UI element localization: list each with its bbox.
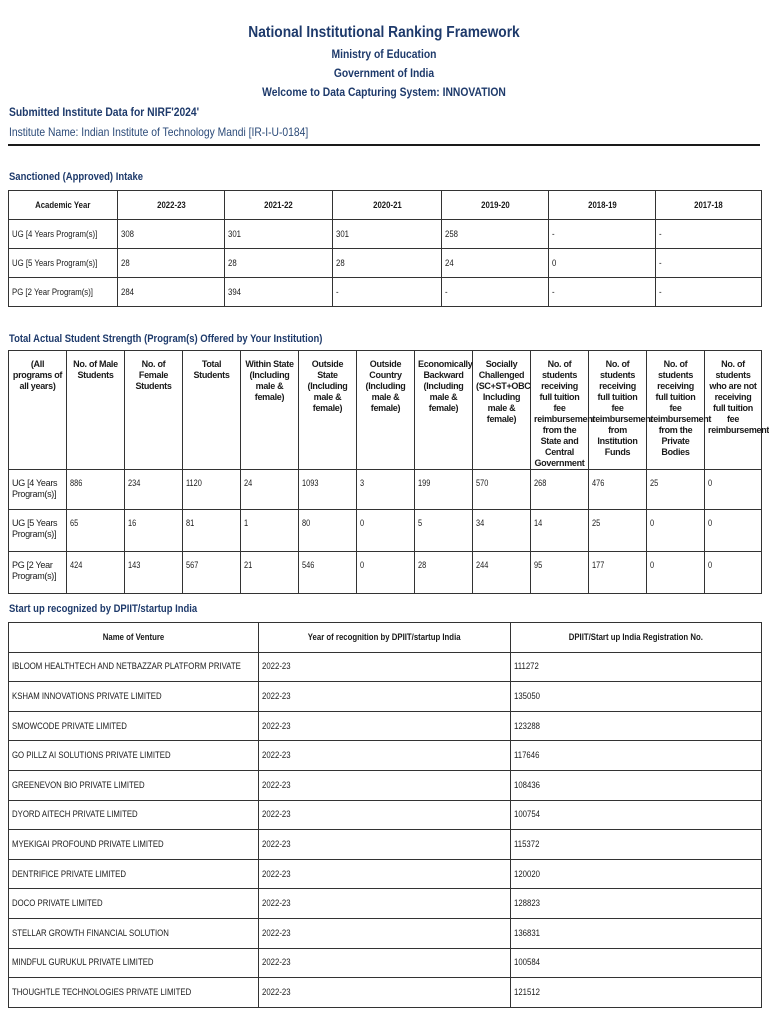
startups-cell [511, 711, 762, 741]
strength-column-header [183, 351, 241, 470]
startups-cell [259, 859, 511, 889]
intake-column-label: 2020-21 [372, 199, 402, 211]
intake-cell-value: 0 [552, 257, 557, 269]
startups-cell-value: 128823 [514, 898, 540, 910]
startups-cell-value: 108436 [514, 779, 540, 791]
intake-cell [118, 278, 225, 307]
strength-column-header [299, 351, 357, 470]
startups-cell [511, 889, 762, 919]
intake-section-title: Sanctioned (Approved) Intake [9, 171, 144, 183]
strength-column-header [473, 351, 531, 470]
strength-cell-value: 24 [244, 478, 253, 488]
startups-cell [511, 652, 762, 682]
startups-cell [511, 978, 762, 1008]
strength-column-label: (All programs of all years) [12, 359, 63, 391]
strength-cell [473, 510, 531, 552]
startups-cell [259, 682, 511, 712]
startups-cell-value: 2022-23 [262, 898, 291, 910]
intake-cell-value: 394 [228, 286, 242, 298]
startups-table-row [9, 978, 762, 1008]
intake-table-row [9, 220, 762, 249]
strength-cell [357, 510, 415, 552]
intake-cell-value: 24 [445, 257, 454, 269]
startups-cell [259, 800, 511, 830]
startups-cell-value: 136831 [514, 927, 540, 939]
strength-cell-value: 0 [650, 560, 655, 570]
strength-cell [9, 552, 67, 594]
startups-cell-value: 100584 [514, 957, 540, 969]
startups-table-row [9, 800, 762, 830]
startups-cell [259, 830, 511, 860]
intake-column-label: 2018-19 [587, 199, 617, 211]
intake-cell-value: 301 [228, 228, 242, 240]
startups-cell-value: 121512 [514, 986, 540, 998]
startups-cell-value: STELLAR GROWTH FINANCIAL SOLUTION [12, 927, 169, 939]
startups-cell [9, 978, 259, 1008]
intake-cell-value: 28 [228, 257, 237, 269]
intake-cell [9, 278, 118, 307]
startups-cell-value: MINDFUL GURUKUL PRIVATE LIMITED [12, 957, 154, 969]
intake-cell [656, 220, 762, 249]
strength-cell [125, 552, 183, 594]
strength-cell-value: 81 [186, 518, 195, 528]
page-title: National Institutional Ranking Framework [248, 24, 520, 41]
strength-header-row [9, 351, 762, 470]
strength-cell [705, 552, 762, 594]
intake-cell [118, 220, 225, 249]
strength-cell-value: 1093 [302, 478, 319, 488]
strength-cell-value: 65 [70, 518, 79, 528]
startup-table [8, 622, 762, 1008]
strength-table-row [9, 510, 762, 552]
strength-column-label: No. of Male Students [73, 359, 118, 380]
strength-cell-value: 21 [244, 560, 253, 570]
strength-column-label: No. of students receiving full tuition fee reimbursement from Institution Funds [592, 359, 654, 457]
startups-cell-value: 120020 [514, 868, 540, 880]
strength-column-header [357, 351, 415, 470]
strength-cell [589, 510, 647, 552]
intake-column-label: 2017-18 [694, 199, 723, 211]
strength-cell [647, 510, 705, 552]
strength-cell-value: 0 [708, 518, 713, 528]
strength-cell-value: 80 [302, 518, 311, 528]
startups-cell [9, 770, 259, 800]
strength-column-label: Total Students [193, 359, 230, 380]
startups-column-header [9, 623, 259, 653]
startups-cell-value: THOUGHTLE TECHNOLOGIES PRIVATE LIMITED [12, 986, 192, 998]
startups-cell [259, 889, 511, 919]
strength-cell [705, 510, 762, 552]
startups-cell-value: 2022-23 [262, 927, 291, 939]
strength-cell-value: 25 [592, 518, 601, 528]
strength-cell [241, 510, 299, 552]
startups-cell [9, 918, 259, 948]
strength-cell-value: 95 [534, 560, 543, 570]
strength-cell-value: 143 [128, 560, 141, 570]
intake-cell [118, 249, 225, 278]
startups-cell-value: MYEKIGAI PROFOUND PRIVATE LIMITED [12, 838, 164, 850]
startups-cell-value: 2022-23 [262, 750, 291, 762]
strength-cell [67, 552, 125, 594]
intake-cell-value: 308 [121, 228, 135, 240]
strength-cell-value: 0 [650, 518, 655, 528]
strength-cell-value: UG [5 Years Program(s)] [12, 518, 58, 539]
intake-cell [9, 220, 118, 249]
welcome-line: Welcome to Data Capturing System: INNOVATION [262, 85, 506, 99]
strength-cell-value: 567 [186, 560, 199, 570]
startups-table-row [9, 652, 762, 682]
intake-column-label: Academic Year [35, 199, 91, 211]
startups-cell [9, 889, 259, 919]
strength-cell [241, 470, 299, 510]
startups-cell [511, 918, 762, 948]
intake-header-row [9, 191, 762, 220]
strength-cell [67, 510, 125, 552]
intake-cell [9, 249, 118, 278]
intake-column-header [656, 191, 762, 220]
submission-title: Submitted Institute Data for NIRF'2024' [9, 105, 200, 119]
startups-cell [9, 859, 259, 889]
startups-cell-value: 2022-23 [262, 690, 291, 702]
strength-column-header [9, 351, 67, 470]
startups-table-row [9, 889, 762, 919]
strength-cell [67, 470, 125, 510]
startups-cell [9, 652, 259, 682]
intake-column-label: 2021-22 [264, 199, 293, 211]
startup-section-title: Start up recognized by DPIIT/startup India [9, 603, 198, 615]
startups-cell-value: 2022-23 [262, 868, 291, 880]
startups-cell-value: 123288 [514, 720, 540, 732]
strength-column-header [647, 351, 712, 470]
strength-cell-value: 3 [360, 478, 365, 488]
startups-cell-value: 2022-23 [262, 986, 291, 998]
institute-name: Institute Name: Indian Institute of Technology Mandi [IR-I-U-0184] [9, 125, 309, 139]
startups-cell [511, 741, 762, 771]
strength-cell [531, 510, 589, 552]
startups-cell-value: DYORD AITECH PRIVATE LIMITED [12, 809, 138, 821]
intake-cell [656, 278, 762, 307]
startups-table-row [9, 859, 762, 889]
strength-cell-value: 5 [418, 518, 423, 528]
strength-column-label: No. of students receiving full tuition fee reimbursement from the Private Bodies [650, 359, 712, 457]
strength-cell-value: 0 [708, 560, 713, 570]
strength-cell [357, 552, 415, 594]
strength-cell-value: 34 [476, 518, 485, 528]
strength-column-label: Outside State (Including male & female) [307, 359, 348, 413]
startups-cell [259, 770, 511, 800]
startups-cell-value: 2022-23 [262, 720, 291, 732]
intake-column-header [442, 191, 549, 220]
intake-column-header [549, 191, 656, 220]
startups-cell-value: GO PILLZ AI SOLUTIONS PRIVATE LIMITED [12, 750, 171, 762]
startups-cell-value: 135050 [514, 690, 540, 702]
strength-cell-value: 199 [418, 478, 431, 488]
strength-column-header [705, 351, 769, 470]
strength-cell-value: 14 [534, 518, 543, 528]
intake-cell [442, 278, 549, 307]
strength-cell [531, 552, 589, 594]
intake-cell-value: - [659, 228, 662, 240]
startups-column-header [511, 623, 762, 653]
strength-cell [647, 470, 705, 510]
intake-table [8, 190, 762, 307]
intake-cell [225, 278, 333, 307]
startups-cell-value: 100754 [514, 809, 540, 821]
strength-cell-value: 570 [476, 478, 489, 488]
startups-table-row [9, 948, 762, 978]
strength-table-row [9, 470, 762, 510]
strength-column-label: No. of students who are not receiving full tuition fee reimbursement [708, 359, 769, 435]
intake-cell-value: 258 [445, 228, 459, 240]
strength-cell [125, 510, 183, 552]
startups-table-row [9, 830, 762, 860]
startups-cell [9, 948, 259, 978]
startups-cell [259, 741, 511, 771]
strength-cell [705, 470, 762, 510]
strength-cell [415, 510, 473, 552]
strength-column-label: Economically Backward (Including male & female) [418, 359, 473, 413]
strength-cell-value: 0 [360, 560, 365, 570]
intake-cell [333, 278, 442, 307]
strength-column-label: Within State (Including male & female) [245, 359, 294, 402]
intake-column-label: 2022-23 [156, 199, 186, 211]
strength-cell [531, 470, 589, 510]
intake-cell [549, 278, 656, 307]
startups-cell [511, 682, 762, 712]
startups-cell [259, 978, 511, 1008]
strength-cell [183, 470, 241, 510]
startups-column-header [259, 623, 511, 653]
startups-cell [259, 711, 511, 741]
startups-table-row [9, 711, 762, 741]
strength-cell [299, 510, 357, 552]
startups-cell [9, 800, 259, 830]
intake-cell [442, 249, 549, 278]
startups-column-label: DPIIT/Start up India Registration No. [568, 631, 704, 643]
intake-cell-value: - [659, 257, 662, 269]
strength-cell-value: 177 [592, 560, 605, 570]
intake-cell [549, 220, 656, 249]
startups-cell [259, 652, 511, 682]
startups-cell-value: 115372 [514, 838, 540, 850]
strength-cell-value: UG [4 Years Program(s)] [12, 478, 58, 499]
startups-cell [259, 948, 511, 978]
strength-cell-value: 1120 [186, 478, 202, 488]
startups-cell-value: KSHAM INNOVATIONS PRIVATE LIMITED [12, 690, 162, 702]
startups-cell [9, 682, 259, 712]
strength-cell [299, 470, 357, 510]
intake-cell [333, 220, 442, 249]
startups-cell-value: GREENEVON BIO PRIVATE LIMITED [12, 779, 145, 791]
startups-column-label: Year of recognition by DPIIT/startup India [308, 631, 461, 643]
startups-cell-value: DENTRIFICE PRIVATE LIMITED [12, 868, 126, 880]
intake-column-header [9, 191, 118, 220]
startup-header-row [9, 623, 762, 653]
startups-cell-value: 2022-23 [262, 809, 291, 821]
intake-cell-value: UG [5 Years Program(s)] [12, 257, 98, 269]
strength-column-header [67, 351, 125, 470]
strength-column-header [125, 351, 183, 470]
startups-cell [9, 741, 259, 771]
strength-cell-value: 234 [128, 478, 141, 488]
intake-table-row [9, 278, 762, 307]
intake-table-row [9, 249, 762, 278]
intake-cell-value: UG [4 Years Program(s)] [12, 228, 98, 240]
intake-cell [225, 249, 333, 278]
intake-cell-value: 301 [336, 228, 350, 240]
strength-cell-value: 268 [534, 478, 547, 488]
strength-cell [415, 552, 473, 594]
strength-cell-value: 0 [360, 518, 365, 528]
startups-cell-value: IBLOOM HEALTHTECH AND NETBAZZAR PLATFORM PRIVATE [12, 661, 241, 673]
strength-cell-value: 886 [70, 478, 83, 488]
intake-cell [442, 220, 549, 249]
startups-cell [511, 859, 762, 889]
strength-cell-value: 16 [128, 518, 137, 528]
strength-cell [589, 470, 647, 510]
strength-table-row [9, 552, 762, 594]
strength-cell [9, 510, 67, 552]
strength-cell [299, 552, 357, 594]
strength-cell-value: PG [2 Year Program(s)] [12, 560, 57, 581]
strength-section-title: Total Actual Student Strength (Program(s) Offered by Your Institution) [9, 333, 323, 345]
intake-column-label: 2019-20 [480, 199, 510, 211]
strength-cell [183, 552, 241, 594]
strength-cell [473, 552, 531, 594]
intake-column-header [333, 191, 442, 220]
strength-cell-value: 546 [302, 560, 315, 570]
startups-cell-value: 2022-23 [262, 661, 291, 673]
intake-cell-value: - [336, 286, 339, 298]
intake-cell [333, 249, 442, 278]
intake-column-header [118, 191, 225, 220]
strength-column-header [415, 351, 473, 470]
strength-column-label: No. of students receiving full tuition fee reimbursement from the State and Central Government [534, 359, 596, 468]
strength-cell [183, 510, 241, 552]
strength-table [8, 350, 769, 594]
intake-cell-value: PG [2 Year Program(s)] [12, 286, 93, 298]
strength-cell [125, 470, 183, 510]
startups-column-label: Name of Venture [102, 631, 165, 643]
ministry-line: Ministry of Education [331, 47, 437, 61]
startups-cell [259, 918, 511, 948]
government-line: Government of India [333, 66, 435, 80]
startups-cell-value: 2022-23 [262, 779, 291, 791]
startups-table-row [9, 770, 762, 800]
intake-cell [225, 220, 333, 249]
strength-cell-value: 25 [650, 478, 659, 488]
intake-cell-value: - [659, 286, 662, 298]
strength-column-header [531, 351, 596, 470]
strength-cell [357, 470, 415, 510]
startups-cell-value: 117646 [514, 750, 540, 762]
header-divider [8, 144, 760, 146]
intake-cell [549, 249, 656, 278]
strength-cell [241, 552, 299, 594]
startups-cell-value: 2022-23 [262, 838, 291, 850]
strength-cell-value: 1 [244, 518, 249, 528]
strength-cell [415, 470, 473, 510]
startups-cell [511, 948, 762, 978]
startups-cell [9, 711, 259, 741]
strength-cell-value: 0 [708, 478, 713, 488]
strength-column-label: Socially Challenged (SC+ST+OBC Including male & female) [476, 359, 531, 424]
startups-table-row [9, 682, 762, 712]
strength-column-label: No. of Female Students [135, 359, 172, 391]
strength-cell-value: 28 [418, 560, 427, 570]
strength-cell-value: 244 [476, 560, 489, 570]
strength-cell [9, 470, 67, 510]
intake-cell [656, 249, 762, 278]
intake-column-header [225, 191, 333, 220]
startups-cell-value: 111272 [514, 661, 539, 673]
intake-cell-value: 28 [336, 257, 345, 269]
startups-cell [511, 800, 762, 830]
intake-cell-value: 28 [121, 257, 130, 269]
strength-cell-value: 424 [70, 560, 83, 570]
intake-cell-value: 284 [121, 286, 135, 298]
strength-cell [473, 470, 531, 510]
strength-cell [589, 552, 647, 594]
startups-table-row [9, 918, 762, 948]
startups-cell [9, 830, 259, 860]
startups-cell-value: SMOWCODE PRIVATE LIMITED [12, 720, 127, 732]
startups-cell-value: DOCO PRIVATE LIMITED [12, 898, 103, 910]
strength-column-header [241, 351, 299, 470]
strength-column-label: Outside Country (Including male & female) [365, 359, 406, 413]
strength-column-header [589, 351, 654, 470]
intake-cell-value: - [552, 286, 555, 298]
strength-cell-value: 476 [592, 478, 605, 488]
intake-cell-value: - [552, 228, 555, 240]
startups-cell-value: 2022-23 [262, 957, 291, 969]
startups-cell [511, 830, 762, 860]
startups-table-row [9, 741, 762, 771]
strength-cell [647, 552, 705, 594]
intake-cell-value: - [445, 286, 448, 298]
startups-cell [511, 770, 762, 800]
